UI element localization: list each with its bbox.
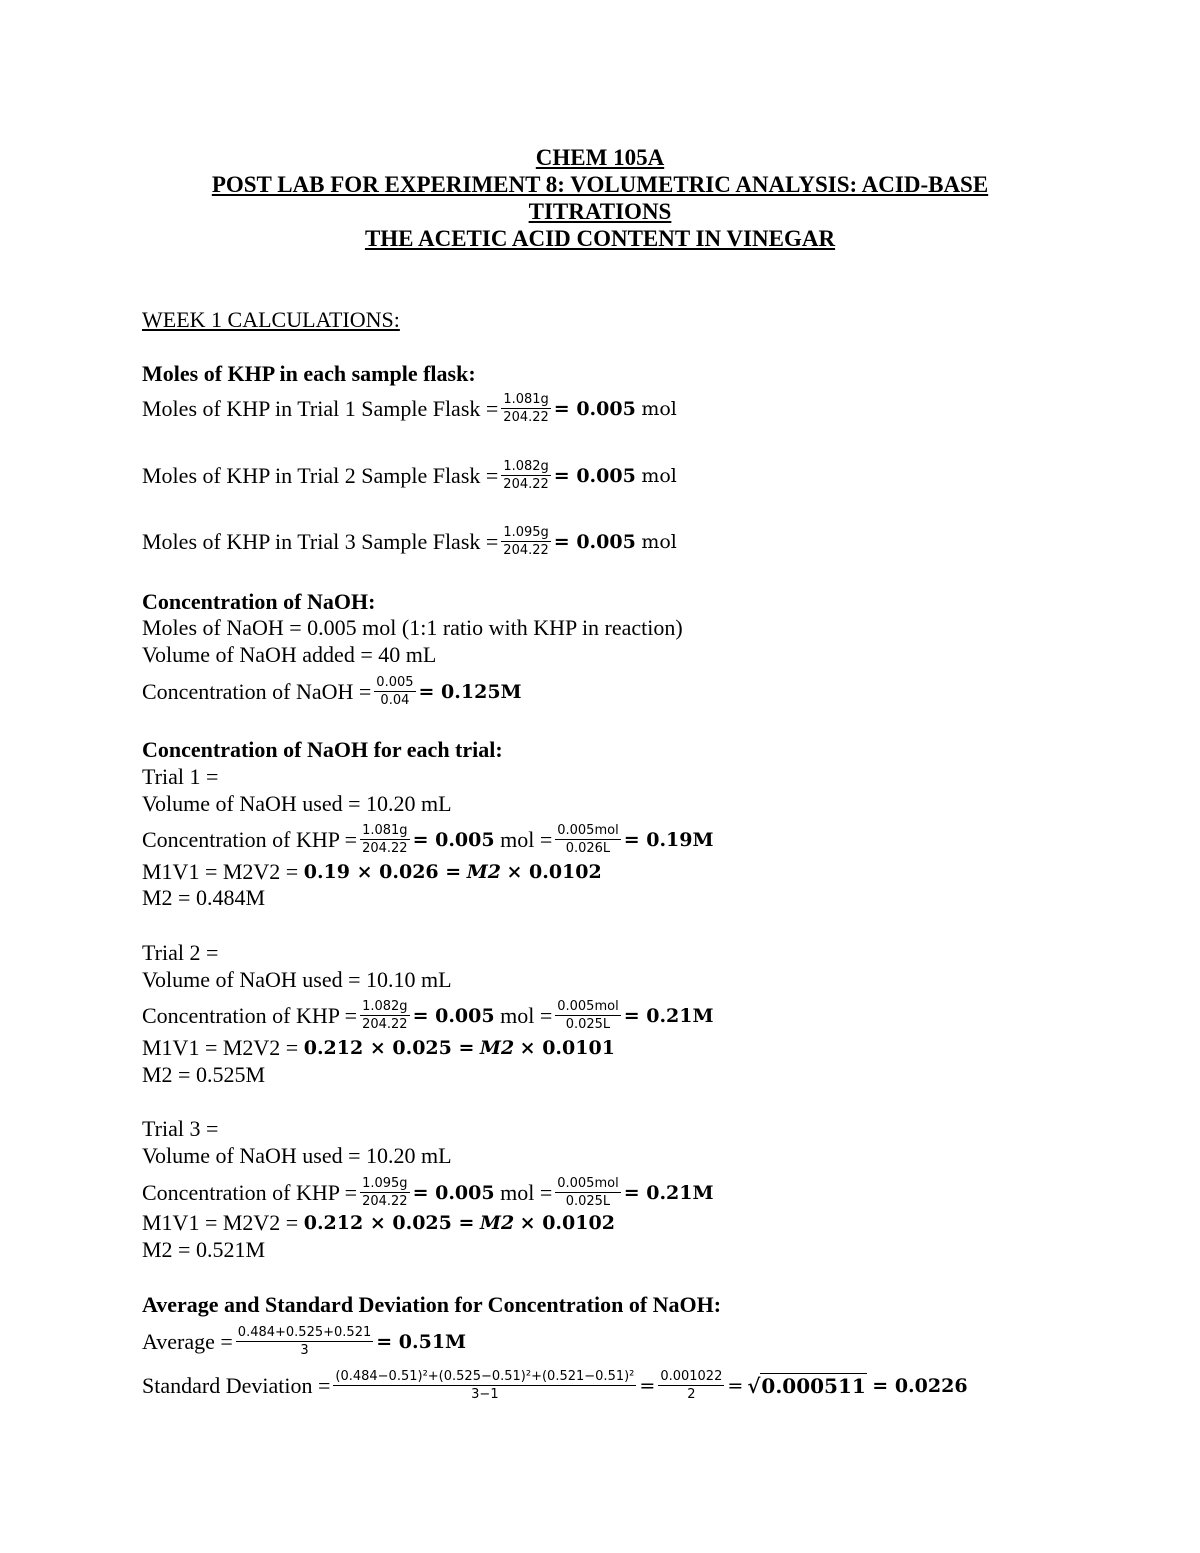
expr: 0.212 × 0.025 =	[303, 1037, 475, 1059]
trial-2-khp-conc	[142, 999, 714, 1032]
course-code: CHEM 105A	[535, 145, 665, 170]
fraction: $\frac{0.005}{0.04}$	[376, 675, 414, 708]
moles-khp-heading: Moles of KHP in each sample flask:	[142, 361, 476, 386]
fraction: $\frac{1.081g}{204.22}$	[362, 823, 408, 856]
equals: =	[639, 1374, 656, 1397]
tail: × 0.0102	[519, 1212, 615, 1234]
prefix: M1V1 = M2V2 =	[142, 1210, 299, 1235]
result: = 0.125M	[418, 680, 522, 703]
result: = 0.19M	[623, 828, 714, 851]
moles-khp-trial-3	[142, 525, 677, 558]
label: Concentration of KHP =	[142, 1179, 358, 1205]
label: Average =	[142, 1328, 233, 1354]
sqrt-expression	[747, 1373, 867, 1399]
fraction-simplified: $\frac{0.001022}{2}$	[660, 1369, 723, 1402]
label: Standard Deviation =	[142, 1372, 331, 1398]
label: Moles of KHP in Trial 1 Sample Flask =	[142, 395, 499, 421]
fraction: $\frac{1.081g}{204.22}$	[503, 392, 549, 425]
unit: mol	[641, 464, 677, 487]
fraction: $\frac{1.082g}{204.22}$	[503, 459, 549, 492]
title-line-2: TITRATIONS	[528, 199, 672, 224]
mid-value: = 0.005	[412, 1004, 495, 1027]
moles-khp-trial-2	[142, 459, 677, 492]
radicand: 0.000511	[761, 1373, 866, 1398]
tail: × 0.0101	[519, 1037, 615, 1059]
mid-value: = 0.005	[412, 828, 495, 851]
trial-2-volume: Volume of NaOH used = 10.10 mL	[142, 967, 452, 992]
label: Concentration of KHP =	[142, 1002, 358, 1028]
trial-1-volume: Volume of NaOH used = 10.20 mL	[142, 791, 452, 816]
label: Moles of KHP in Trial 3 Sample Flask =	[142, 528, 499, 554]
trial-2-m2: M2 = 0.525M	[142, 1062, 266, 1087]
fraction: $\frac{1.095g}{204.22}$	[503, 525, 549, 558]
fraction-main: $\frac{\text{(0.484−0.51)²+(0.525−0.51)²+(0.521−0.51)²}}{3-1}$	[335, 1369, 635, 1402]
trial-1-title: Trial 1 =	[142, 764, 219, 789]
trial-3-m2: M2 = 0.521M	[142, 1237, 266, 1262]
average-line	[142, 1325, 466, 1358]
mid-value: = 0.005	[412, 1181, 495, 1204]
trial-3-khp-conc	[142, 1176, 714, 1209]
mid-unit: mol =	[500, 826, 553, 852]
label: Concentration of KHP =	[142, 826, 358, 852]
var: M2	[466, 861, 501, 883]
result: = 0.005	[553, 397, 636, 420]
fraction-mol: $\frac{\text{0.005mol}}{0.025L}$	[557, 999, 619, 1032]
title-line-3: THE ACETIC ACID CONTENT IN VINEGAR	[364, 226, 836, 251]
result: = 0.005	[553, 530, 636, 553]
naoh-conc-line	[142, 675, 522, 708]
trial-3-title: Trial 3 =	[142, 1116, 219, 1141]
each-trial-heading: Concentration of NaOH for each trial:	[142, 737, 503, 762]
trial-3-m1v1	[142, 1210, 615, 1236]
trial-1-khp-conc	[142, 823, 714, 856]
trial-1-m1v1	[142, 859, 602, 885]
std-dev-line	[142, 1369, 968, 1402]
result: = 0.21M	[623, 1181, 714, 1204]
mid-unit: mol =	[500, 1002, 553, 1028]
naoh-volume-line: Volume of NaOH added = 40 mL	[142, 642, 437, 667]
fraction: $\frac{1.095g}{204.22}$	[362, 1176, 408, 1209]
result: = 0.51M	[376, 1330, 467, 1353]
var: M2	[479, 1212, 515, 1234]
trial-2-title: Trial 2 =	[142, 940, 219, 965]
trial-2-m1v1	[142, 1035, 615, 1061]
label: Moles of KHP in Trial 2 Sample Flask =	[142, 462, 499, 488]
trial-1-m2: M2 = 0.484M	[142, 885, 266, 910]
stats-heading: Average and Standard Deviation for Concentration of NaOH:	[142, 1292, 722, 1317]
sqrt-sign: √	[747, 1373, 761, 1398]
result: = 0.005	[553, 464, 636, 487]
mid-unit: mol =	[500, 1179, 553, 1205]
fraction: $\frac{1.082g}{204.22}$	[362, 999, 408, 1032]
trial-3-volume: Volume of NaOH used = 10.20 mL	[142, 1143, 452, 1168]
label: Concentration of NaOH =	[142, 678, 372, 704]
fraction-mol: $\frac{\text{0.005mol}}{0.026L}$	[557, 823, 619, 856]
equals-2: =	[727, 1374, 744, 1397]
result: = 0.21M	[623, 1004, 714, 1027]
tail: × 0.0102	[506, 861, 602, 883]
var: M2	[479, 1037, 515, 1059]
expr: 0.212 × 0.025 =	[303, 1212, 475, 1234]
moles-khp-trial-1	[142, 392, 677, 425]
naoh-moles-line: Moles of NaOH = 0.005 mol (1:1 ratio with KHP in reaction)	[142, 615, 683, 640]
fraction: $\frac{0.484+0.525+0.521}{3}$	[237, 1325, 372, 1358]
unit: mol	[641, 397, 677, 420]
fraction-mol: $\frac{\text{0.005mol}}{0.025L}$	[557, 1176, 619, 1209]
title-line-1: POST LAB FOR EXPERIMENT 8: VOLUMETRIC ANALYSIS: ACID-BASE	[211, 172, 989, 197]
week-heading: WEEK 1 CALCULATIONS:	[142, 307, 400, 332]
unit: mol	[641, 530, 677, 553]
result: = 0.0226	[872, 1374, 968, 1397]
expr: 0.19 × 0.026 =	[303, 861, 462, 883]
prefix: M1V1 = M2V2 =	[142, 859, 299, 884]
naoh-conc-heading: Concentration of NaOH:	[142, 589, 376, 614]
prefix: M1V1 = M2V2 =	[142, 1035, 299, 1060]
